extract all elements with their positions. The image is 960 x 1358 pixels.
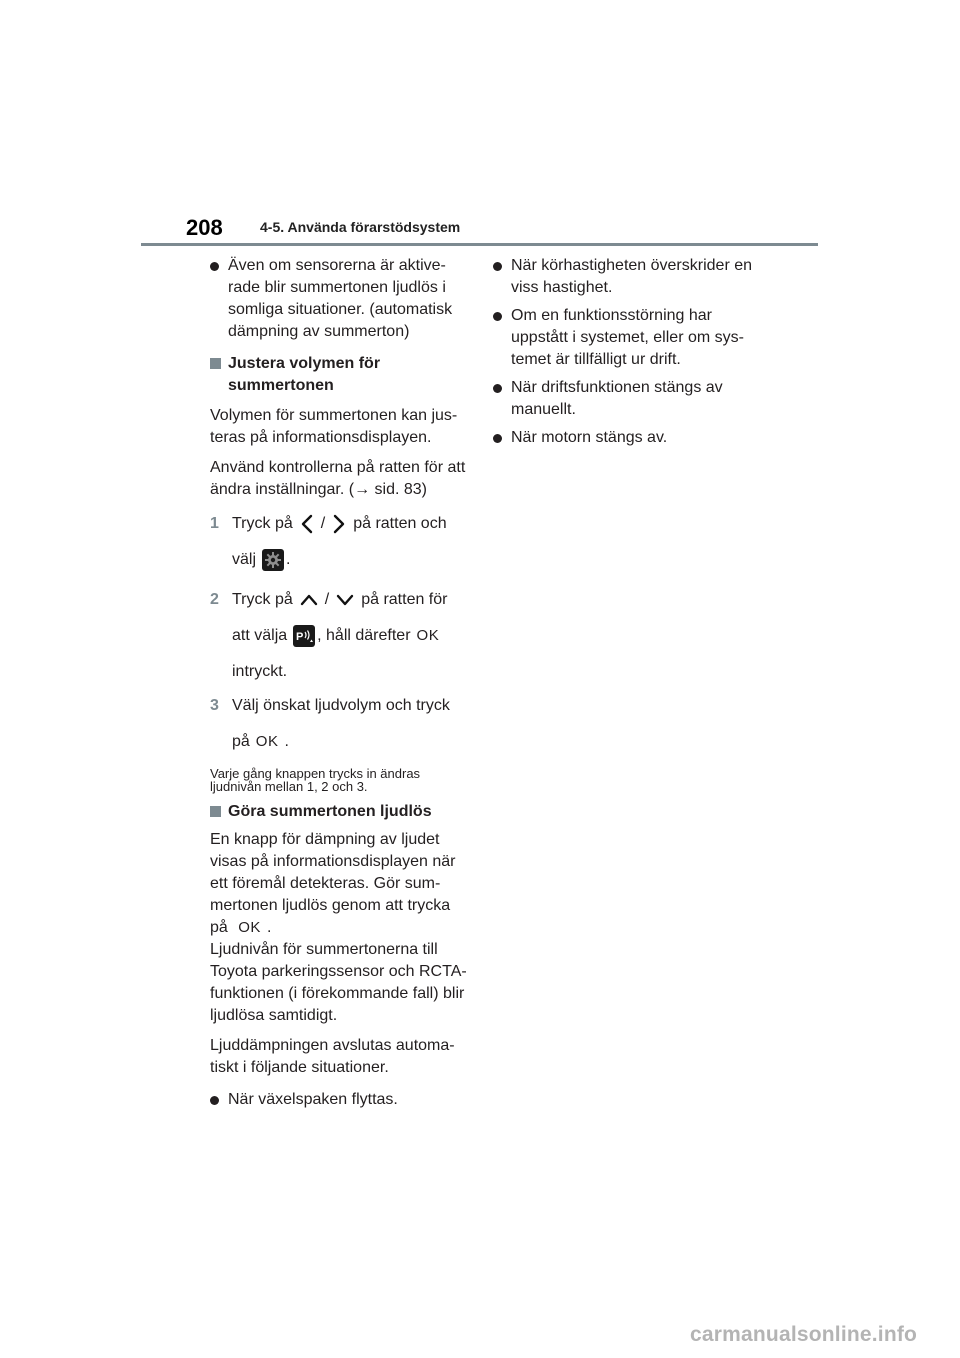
paragraph: Använd kontrollerna på ratten för att ändra inställningar. (→ sid. 83): [210, 459, 466, 498]
bullet-dot-icon: [210, 262, 219, 271]
step-3: 3 Välj önskat ljudvolym och tryck på OK .: [210, 695, 470, 759]
chevron-left-icon: [299, 513, 315, 535]
bullet-dot-icon: [493, 434, 502, 443]
bullet-dot-icon: [493, 262, 502, 271]
list-item: Om en funktionsstörning har uppstått i systemet, eller om sys-temet är tillfälligt ur drift.: [493, 305, 753, 371]
ok-button-label: OK: [238, 919, 261, 936]
step-number: 2: [210, 591, 219, 608]
list-item: När driftsfunktionen stängs av manuellt.: [493, 377, 753, 421]
list-item: När växelspaken flyttas.: [210, 1089, 470, 1111]
chevron-up-icon: [299, 589, 319, 611]
paragraph: En knapp för dämpning av ljudet visas på informationsdisplayen när ett föremål detekteras. Gör sum-mertonen ljudlös genom att trycka på OK .: [210, 829, 470, 939]
step-1: 1 Tryck på / på ratten och välj .: [210, 513, 470, 577]
square-bullet-icon: [210, 358, 221, 369]
step-number: 1: [210, 515, 219, 532]
list-item: Även om sensorerna är aktive-rade blir summertonen ljudlös i somliga situationer. (automatisk dämpning av summerton): [210, 255, 470, 343]
step-number: 3: [210, 697, 219, 714]
parking-sensor-icon: [293, 625, 315, 647]
section-heading: Justera volymen för summertonen: [210, 353, 470, 397]
header-divider: [141, 243, 818, 246]
list-item: När körhastigheten överskrider en viss hastighet.: [493, 255, 753, 299]
list-item: När motorn stängs av.: [493, 427, 753, 449]
chapter-title: 4-5. Använda förarstödsystem: [260, 219, 461, 235]
bullet-dot-icon: [210, 1096, 219, 1105]
svg-text:P: P: [296, 631, 304, 643]
right-column: [493, 255, 753, 449]
ok-button-label: OK: [416, 627, 440, 644]
bullet-dot-icon: [493, 312, 502, 321]
note: Varje gång knappen trycks in ändras ljudnivån mellan 1, 2 och 3.: [210, 766, 421, 794]
square-bullet-icon: [210, 806, 221, 817]
ok-button-label: OK: [255, 733, 279, 750]
paragraph: Ljuddämpningen avslutas automa-tiskt i följande situationer.: [210, 1037, 455, 1076]
page-number: 208: [186, 215, 223, 240]
left-column: [210, 255, 470, 1111]
bullet-dot-icon: [493, 384, 502, 393]
paragraph: Volymen för summertonen kan jus-teras på informationsdisplayen.: [210, 407, 458, 446]
chevron-down-icon: [335, 589, 355, 611]
section-heading: Göra summertonen ljudlös: [210, 801, 470, 823]
gear-icon: [262, 549, 284, 571]
step-2: 2 Tryck på / på ratten för att välja P , håll därefter OK intryckt.: [210, 591, 448, 680]
chevron-right-icon: [331, 513, 347, 535]
paragraph: Ljudnivån för summertonerna till Toyota parkeringssensor och RCTA-funktionen (i förekommande fall) blir ljudlösa samtidigt.: [210, 941, 467, 1024]
watermark: carmanualsonline.info: [690, 1323, 918, 1346]
